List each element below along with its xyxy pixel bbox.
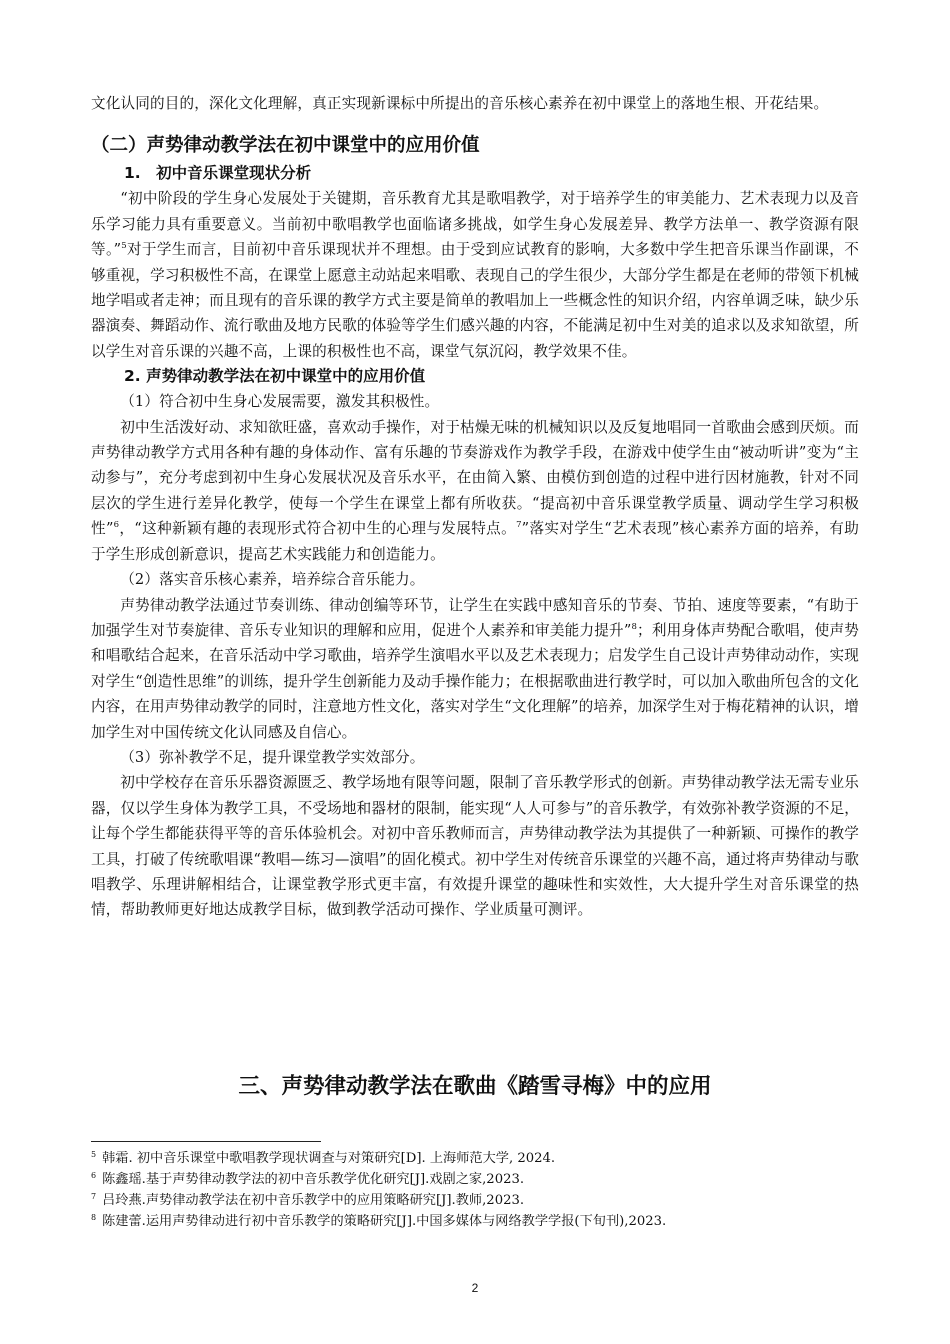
footnote-ref-7: 7 — [516, 520, 522, 531]
footnote-text: 陈鑫瑶.基于声势律动教学法的初中音乐教学优化研究[J].戏剧之家,2023. — [102, 1172, 525, 1187]
point-3-title: （3）弥补教学不足，提升课堂教学实效部分。 — [120, 748, 425, 766]
point-1-title: （1）符合初中生身心发展需要，激发其积极性。 — [120, 393, 440, 411]
paragraph-intro-tail: 文化认同的目的，深化文化理解，真正实现新课标中所提出的音乐核心素养在初中课堂上的落地生根、开花结果。 — [91, 95, 829, 112]
point-1-text-a: 初中生活泼好动、求知欲旺盛，喜欢动手操作，对于枯燥无味的机械知识以及反复地唱同一首歌曲会感到厌烦。而声势律动教学方式用各种有趣的身体动作、富有乐趣的节奏游戏作为教学手段，在游戏中使学生由“被动听讲”变为“主动参与”，充分考虑到初中生身心发展状况及音乐水平，在由简入繁、由模仿到创造的过程中进行因材施教，针对不同层次的学生进行差异化教学，使每一个学生在课堂上都有所收获。“提高初中音乐课堂教学质量、调动学生学习积极性” — [91, 418, 859, 538]
footnote-number: 7 — [91, 1192, 97, 1201]
point-1-text-c: ”落实对学生“艺术表现”核心素养方面的培养，有助于学生形成创新意识，提高艺术实践能力和创造能力。 — [91, 520, 860, 563]
paragraph-point-3: 初中学校存在音乐乐器资源匮乏、教学场地有限等问题，限制了音乐教学形式的创新。声势律动教学法无需专业乐器，仅以学生身体为教学工具，不受场地和器材的限制，能实现“人人可参与”的音乐教学，有效弥补教学资源的不足，让每个学生都能获得平等的音乐体验机会。对初中音乐教师而言，声势律动教学法为其提供了一种新颖、可操作的教学工具，打破了传统歌唱课“教唱—练习—演唱”的固化模式。初中学生对传统音乐课堂的兴趣不高，通过将声势律动与歌唱教学、乐理讲解相结合，让课堂教学形式更丰富，有效提升课堂的趣味性和实效性，大大提升学生对音乐课堂的热情，帮助教师更好地达成教学目标，做到教学活动可操作、学业质量可测评。 — [91, 774, 859, 919]
status-text: 对于学生而言，目前初中音乐课现状并不理想。由于受到应试教育的影响，大多数中学生把音乐课当作副课，不够重视，学习积极性不高，在课堂上愿意主动站起来唱歌、表现自己的学生很少，大部分学生都是在老师的带领下机械地学唱或者走神；而且现有的音乐课的教学方式主要是简单的教唱加上一些概念性的知识介绍，内容单调乏味，缺少乐器演奏、舞蹈动作、流行歌曲及地方民歌的体验等学生们感兴趣的内容，不能满足初中生对美的追求以及求知欲望，所以学生对音乐课的兴趣不高，上课的积极性也不高，课堂气氛沉闷，教学效果不佳。 — [91, 241, 859, 360]
footnote-ref-5: 5 — [121, 241, 127, 252]
point-1-text-b: ，“这种新颖有趣的表现形式符合初中生的心理与发展特点。 — [119, 520, 517, 538]
footnote-7 — [91, 1190, 871, 1211]
footnote-number: 8 — [91, 1213, 97, 1222]
section-heading-3: 三、声势律动教学法在歌曲《踏雪寻梅》中的应用 — [238, 1074, 712, 1099]
footnote-number: 6 — [91, 1171, 97, 1180]
subheading-application-value: 2. 声势律动教学法在初中课堂中的应用价值 — [124, 367, 426, 386]
point-2-text-b: ；利用身体声势配合歌唱，使声势和唱歌结合起来，在音乐活动中学习歌曲，培养学生演唱水平以及艺术表现力；启发学生自己设计声势律动动作，实现对学生“创造性思维”的训练，提升学生创新能力及动手操作能力；在根据歌曲进行教学时，可以加入歌曲所包含的文化内容，在用声势律动教学的同时，注意地方性文化，落实对学生“文化理解”的培养，加深学生对于梅花精神的认识，增加学生对中国传统文化认同感及自信心。 — [91, 621, 859, 741]
body-text-upper — [91, 91, 859, 923]
footnote-5 — [91, 1148, 871, 1169]
footnote-ref-6: 6 — [113, 520, 120, 531]
subheading-status-analysis: 1. 初中音乐课堂现状分析 — [124, 164, 312, 183]
footnote-ref-8: 8 — [631, 621, 638, 632]
point-2-title: （2）落实音乐核心素养，培养综合音乐能力。 — [120, 571, 425, 589]
footnote-number: 5 — [91, 1150, 97, 1159]
footnote-text: 吕玲燕.声势律动教学法在初中音乐教学中的应用策略研究[J].教师,2023. — [102, 1193, 525, 1208]
footnote-6 — [91, 1169, 871, 1190]
section-heading-2: （二）声势律动教学法在初中课堂中的应用价值 — [91, 135, 480, 157]
footnote-8 — [91, 1211, 871, 1232]
footnote-separator — [91, 1141, 321, 1142]
quote-text: “初中阶段的学生身心发展处于关键期，音乐教育尤其是歌唱教学，对于培养学生的审美能力、艺术表现力以及音乐学习能力具有重要意义。当前初中歌唱教学也面临诸多挑战，如学生身心发展差异、教学方法单一、教学资源有限等。” — [91, 190, 859, 259]
paragraph-point-1 — [91, 415, 859, 567]
paragraph-status-analysis — [91, 186, 859, 364]
page-number: 2 — [471, 1281, 479, 1295]
point-2-text-a: 声势律动教学法通过节奏训练、律动创编等环节，让学生在实践中感知音乐的节奏、节拍、速度等要素，“有助于加强学生对节奏旋律、音乐专业知识的理解和应用，促进个人素养和审美能力提升” — [91, 596, 859, 639]
footnotes — [91, 1148, 871, 1232]
paragraph-point-2 — [91, 593, 859, 745]
footnote-text: 韩霜. 初中音乐课堂中歌唱教学现状调查与对策研究[D]. 上海师范大学, 2024. — [102, 1151, 556, 1166]
footnote-text: 陈建蕾.运用声势律动进行初中音乐教学的策略研究[J].中国多媒体与网络教学学报(下旬刊),2023. — [102, 1214, 667, 1229]
